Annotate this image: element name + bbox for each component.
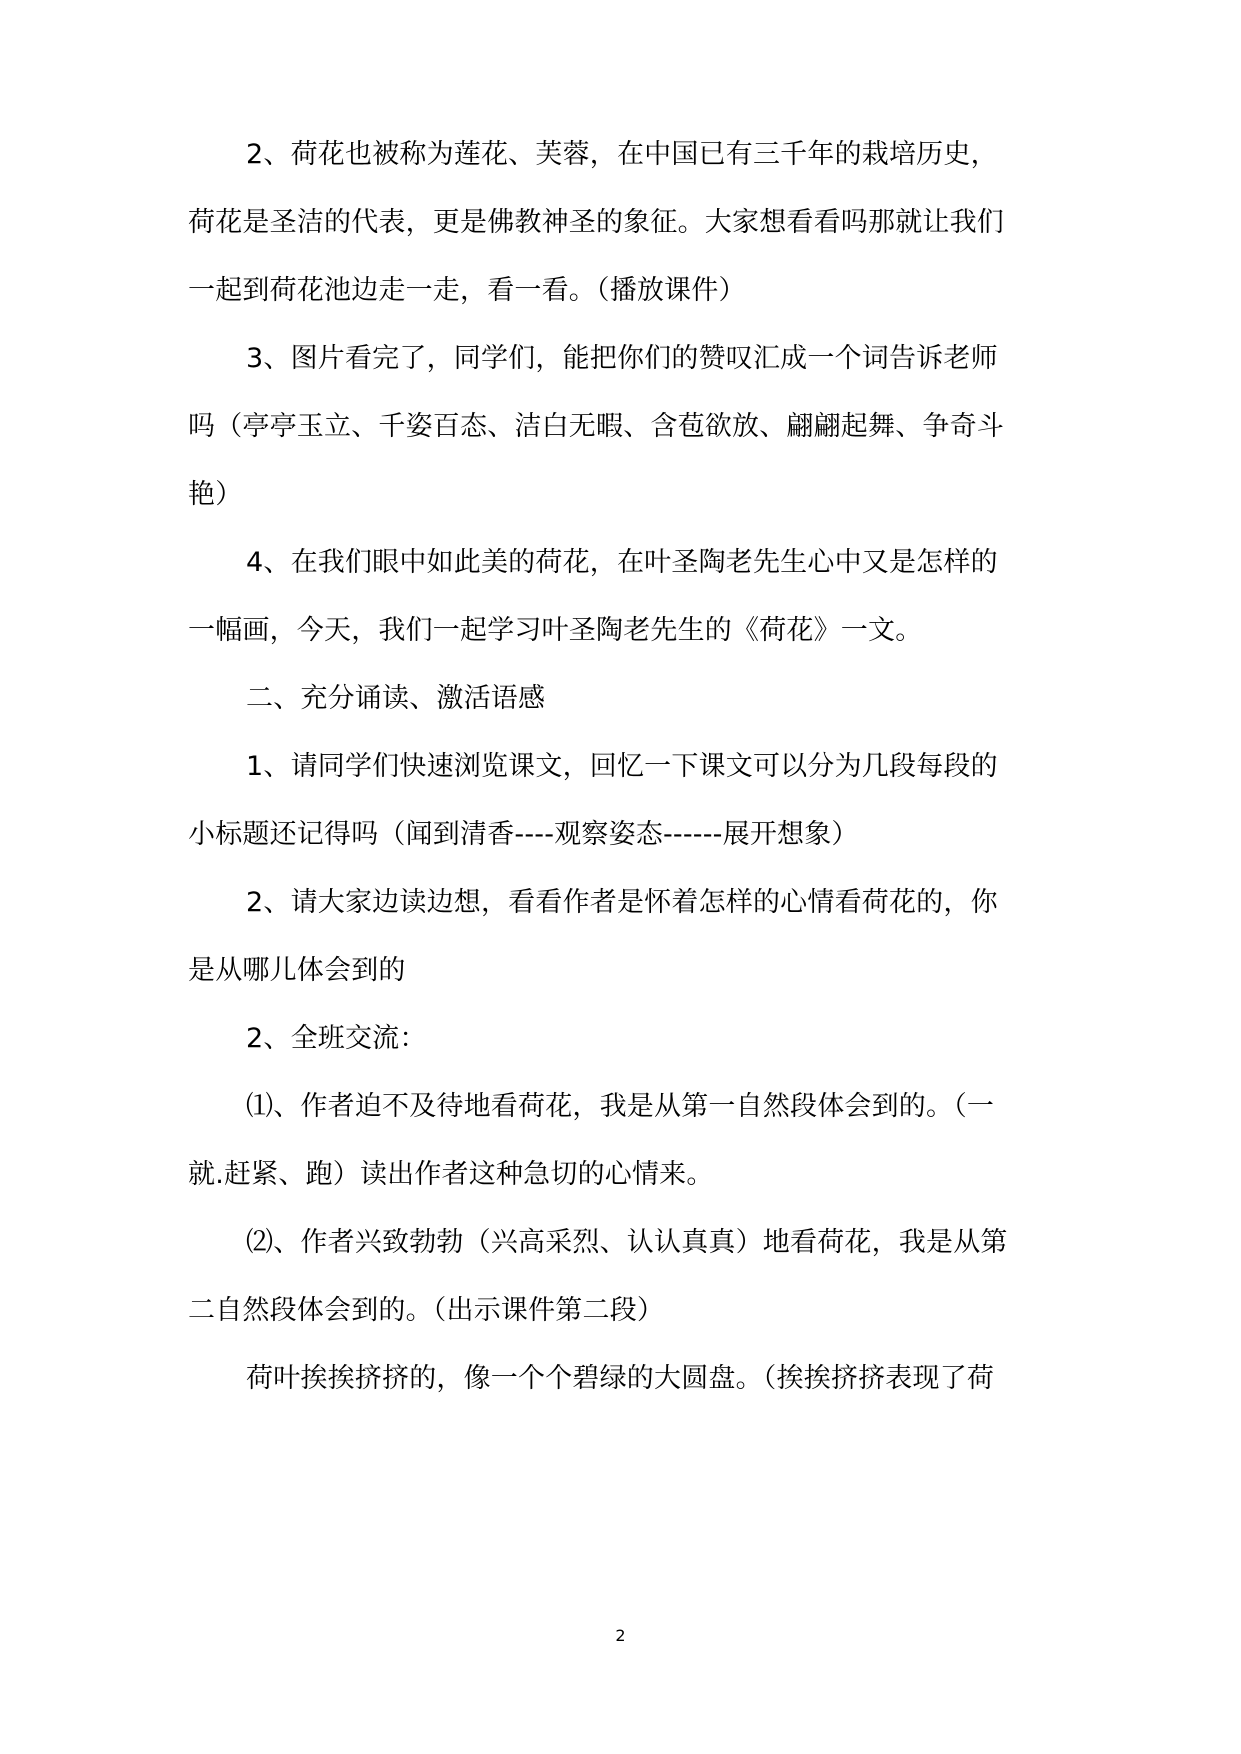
text-line: ⑴、作者迫不及待地看荷花，我是从第一自然段体会到的。（一 xyxy=(246,1091,995,1122)
text-line: 是从哪儿体会到的 xyxy=(188,955,406,986)
text-line: 一起到荷花池边走一走，看一看。（播放课件） xyxy=(188,275,746,306)
text-line: 荷花是圣洁的代表，更是佛教神圣的象征。大家想看看吗那就让我们 xyxy=(188,207,1004,238)
section-heading: 二、充分诵读、激活语感 xyxy=(246,683,546,714)
text-line: 吗（亭亭玉立、千姿百态、洁白无暇、含苞欲放、翩翩起舞、争奇斗 xyxy=(188,411,1004,442)
text-line: 就.赶紧、跑）读出作者这种急切的心情来。 xyxy=(188,1159,714,1190)
text-line: 小标题还记得吗（闻到清香----观察姿态------展开想象） xyxy=(188,819,859,850)
text-line: 荷叶挨挨挤挤的，像一个个碧绿的大圆盘。（挨挨挤挤表现了荷 xyxy=(246,1363,995,1394)
text-line: ⑵、作者兴致勃勃（兴高采烈、认认真真）地看荷花，我是从第 xyxy=(246,1227,1008,1258)
text-line: 2、荷花也被称为莲花、芙蓉，在中国已有三千年的栽培历史， xyxy=(246,139,998,170)
text-line: 艳） xyxy=(188,479,243,510)
text-line: 1、请同学们快速浏览课文，回忆一下课文可以分为几段每段的 xyxy=(246,751,998,782)
text-line: 3、图片看完了，同学们，能把你们的赞叹汇成一个词告诉老师 xyxy=(246,343,998,374)
text-line: 2、全班交流： xyxy=(246,1023,427,1054)
text-line: 4、在我们眼中如此美的荷花，在叶圣陶老先生心中又是怎样的 xyxy=(246,547,998,578)
text-line: 一幅画，今天，我们一起学习叶圣陶老先生的《荷花》一文。 xyxy=(188,615,923,646)
text-line: 2、请大家边读边想，看看作者是怀着怎样的心情看荷花的，你 xyxy=(246,887,998,918)
text-line: 二自然段体会到的。（出示课件第二段） xyxy=(188,1295,665,1326)
page-number: 2 xyxy=(615,1626,626,1645)
